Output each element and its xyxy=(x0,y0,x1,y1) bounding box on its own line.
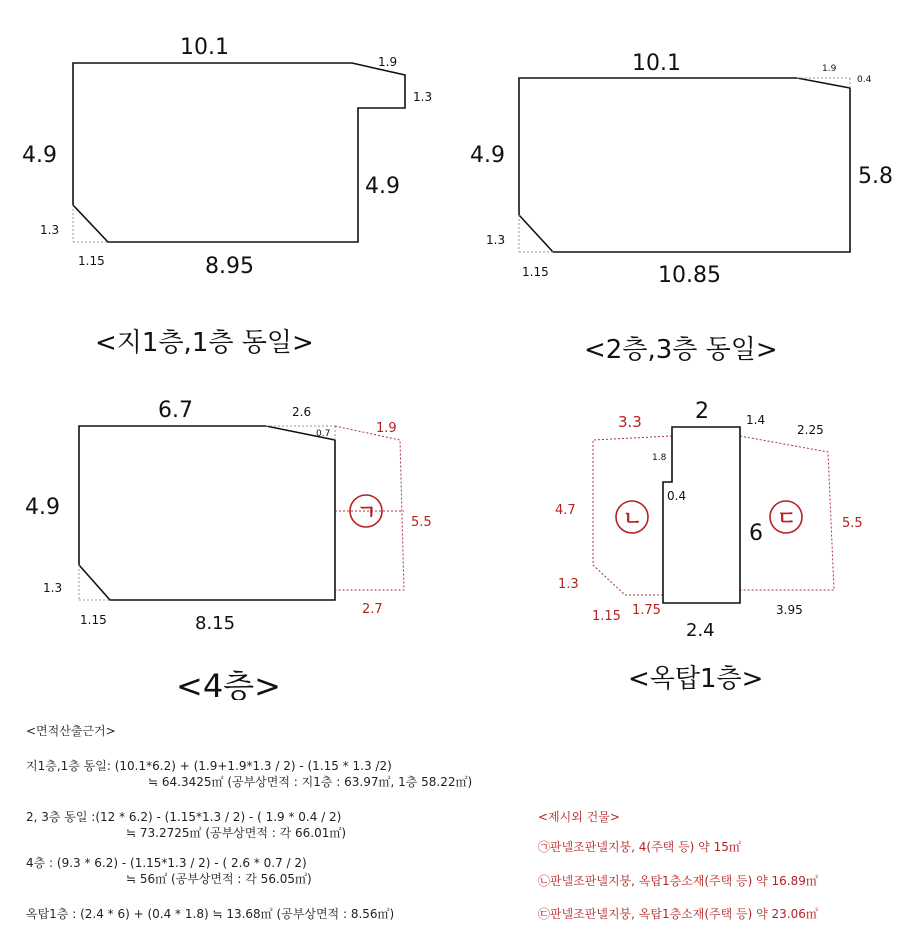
dim-right-slope: 2.25 xyxy=(797,423,824,437)
result-b1-1: ≒ 64.3425㎡ (공부상면적 : 지1층 : 63.97㎡, 1층 58.22㎡) xyxy=(148,775,473,789)
dim-corner-h: 0.4 xyxy=(857,75,872,85)
dim-top: 6.7 xyxy=(158,398,193,423)
dim-ext-top: 1.9 xyxy=(376,421,397,436)
formula-rooftop: 옥탑1층 : (2.4 * 6) + (0.4 * 1.8) ≒ 13.68㎡ (공부상면적 : 8.56㎡) xyxy=(26,907,395,921)
formula-4: 4층 : (9.3 * 6.2) - (1.15*1.3 / 2) - ( 2.6 * 0.7 / 2) xyxy=(26,856,307,870)
dim-right: 4.9 xyxy=(365,174,400,199)
dim-corner-w: 1.9 xyxy=(822,64,837,74)
extra-building-2: ㉡판넬조판넬지붕, 옥탑1층소재(주택 등) 약 16.89㎡ xyxy=(538,874,818,888)
result-2-3: ≒ 73.2725㎡ (공부상면적 : 각 66.01㎡) xyxy=(126,826,347,840)
dim-bottom: 10.85 xyxy=(658,263,721,288)
diagram-rooftop-1 xyxy=(555,399,863,694)
dim-chamfer-w: 1.15 xyxy=(78,254,105,268)
extra-building-1: ㉠판넬조판넬지붕, 4(주택 등) 약 15㎡ xyxy=(538,840,741,854)
dim-notch-h: 1.8 xyxy=(652,453,667,463)
dim-top: 10.1 xyxy=(632,51,681,76)
diagram-floor-b1-1 xyxy=(22,35,432,358)
dim-ext-bottom: 2.7 xyxy=(362,602,383,617)
left-extension-mark: ㄴ xyxy=(623,506,643,530)
dim-corner-h: 1.3 xyxy=(413,90,433,104)
dim-right-side: 5.5 xyxy=(842,516,863,531)
dim-left-bottom: 1.75 xyxy=(632,603,661,618)
dim-right: 6 xyxy=(749,521,763,546)
dim-left-side: 4.7 xyxy=(555,503,576,518)
right-extension-mark: ㄷ xyxy=(777,506,797,530)
extension-mark: ㄱ xyxy=(357,500,377,524)
dim-corner-w: 2.6 xyxy=(292,405,312,419)
caption-floor-b1-1: <지1층,1층 동일> xyxy=(95,328,314,358)
formula-b1-1: 지1층,1층 동일: (10.1*6.2) + (1.9+1.9*1.3 / 2) - (1.15 * 1.3 /2) xyxy=(26,759,392,773)
dim-left: 4.9 xyxy=(22,143,57,168)
diagram-floor-4 xyxy=(25,398,432,700)
dim-notch-w: 0.4 xyxy=(667,489,687,503)
dim-chamfer-w: 1.15 xyxy=(522,265,549,279)
dim-ext-right: 5.5 xyxy=(411,515,432,530)
dim-top: 10.1 xyxy=(180,35,229,60)
caption-floor-2-3: <2층,3층 동일> xyxy=(584,335,778,365)
dim-corner-w: 1.9 xyxy=(378,55,398,69)
dim-chamfer-w: 1.15 xyxy=(80,613,107,627)
dim-top: 2 xyxy=(695,399,709,424)
caption-floor-4: <4층> xyxy=(176,667,281,700)
dim-left-chamfer-w: 1.15 xyxy=(592,609,621,624)
extra-buildings-heading: <제시외 건물> xyxy=(538,810,620,824)
diagram-floor-2-3 xyxy=(470,51,893,365)
dim-bottom: 8.15 xyxy=(195,613,236,634)
dim-chamfer-h: 1.3 xyxy=(486,233,506,247)
dim-right-top: 1.4 xyxy=(746,413,766,427)
dim-left-top: 3.3 xyxy=(618,413,642,431)
area-calculation-notes xyxy=(0,712,921,932)
dim-chamfer-h: 1.3 xyxy=(40,223,60,237)
dim-corner-h: 0.7 xyxy=(316,429,331,439)
formula-2-3: 2, 3층 동일 :(12 * 6.2) - (1.15*1.3 / 2) - ( 1.9 * 0.4 / 2) xyxy=(26,810,342,824)
notes-heading: <면적산출근거> xyxy=(26,724,116,738)
result-4: ≒ 56㎡ (공부상면적 : 각 56.05㎡) xyxy=(126,872,312,886)
caption-rooftop-1: <옥탑1층> xyxy=(628,664,764,694)
dim-bottom: 8.95 xyxy=(205,254,254,279)
dim-chamfer-h: 1.3 xyxy=(43,581,63,595)
dim-right: 5.8 xyxy=(858,164,893,189)
dim-bottom: 2.4 xyxy=(686,620,715,641)
dim-left: 4.9 xyxy=(470,143,505,168)
dim-right-bottom: 3.95 xyxy=(776,603,803,617)
dim-left: 4.9 xyxy=(25,495,60,520)
dim-left-chamfer-h: 1.3 xyxy=(558,577,579,592)
extra-building-3: ㉢판넬조판넬지붕, 옥탑1층소재(주택 등) 약 23.06㎡ xyxy=(538,907,818,921)
